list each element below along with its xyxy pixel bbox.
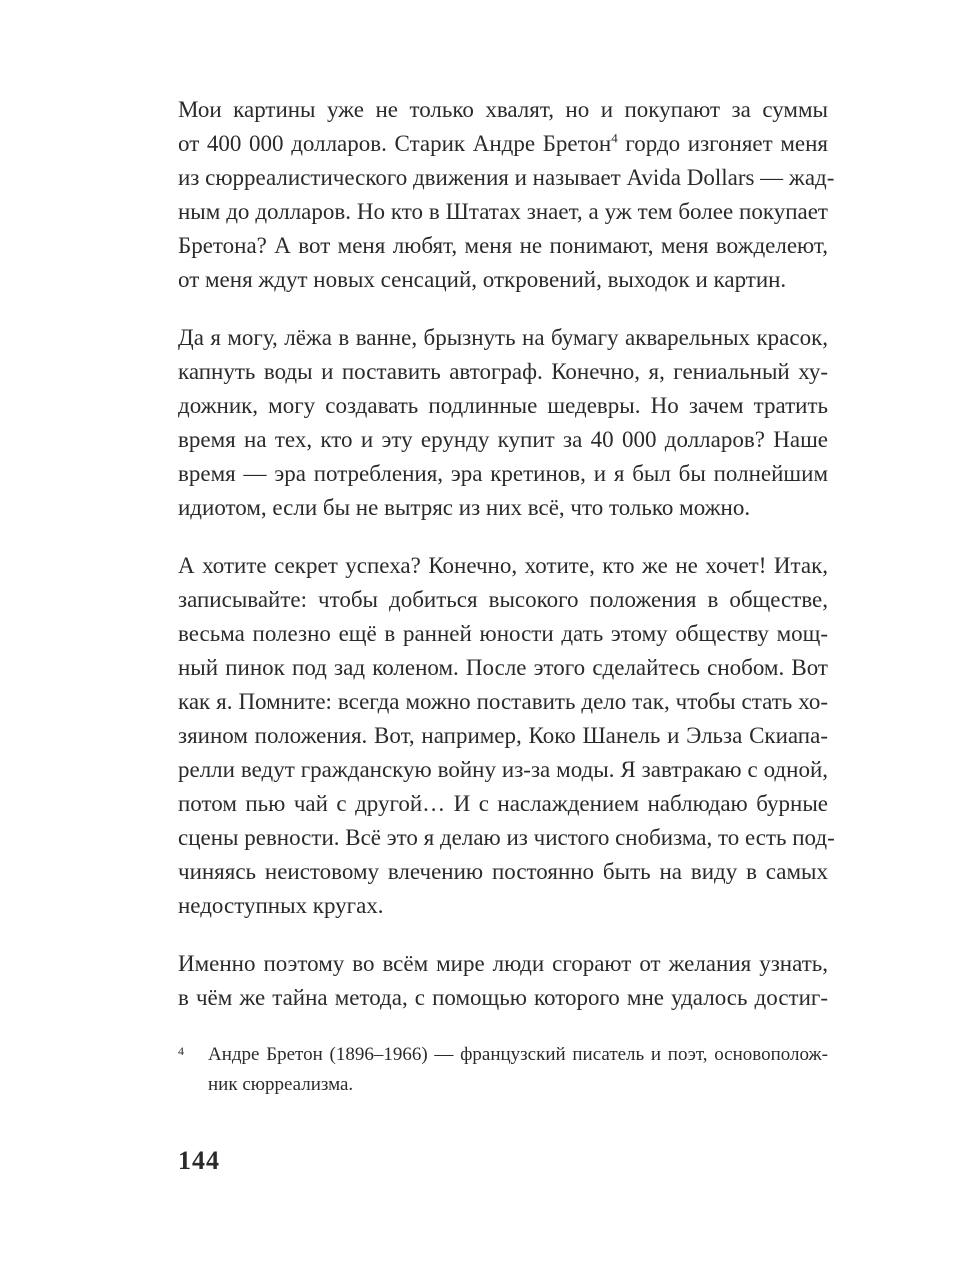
footnote-reference[interactable]: 4 [611, 130, 618, 146]
paragraph-3 [178, 549, 835, 923]
paragraph-4 [178, 947, 828, 1015]
text-line: капнуть воды и поставить автограф. Конечно, я, гениальный ху- [178, 359, 828, 384]
text-line: записывайте: чтобы добиться высокого положения в обществе, [178, 587, 828, 612]
text-line-with-footnote [178, 127, 828, 161]
text-line: ным до долларов. Но кто в Штатах знает, а уж тем более покупает [178, 199, 828, 224]
footnote-line: ник сюрреализма. [208, 1074, 354, 1095]
text-line: дожник, могу создавать подлинные шедевры. Но зачем тратить [178, 393, 828, 418]
text-line: идиотом, если бы не вытряс из них всё, что только можно. [178, 495, 751, 520]
text-line: весьма полезно ещё в ранней юности дать этому обществу мощ- [178, 621, 828, 646]
text-line: Мои картины уже не только хвалят, но и покупают за суммы [178, 97, 828, 122]
paragraph-1 [178, 93, 835, 297]
footnote [178, 1040, 828, 1100]
text-line: зяином положения. Вот, например, Коко Шанель и Эльза Скиапа- [178, 723, 828, 748]
paragraph-2 [178, 321, 828, 525]
text-segment: гордо изгоняет меня [617, 131, 828, 156]
text-line: из сюрреалистического движения и называет Avida Dollars — жад- [178, 165, 835, 190]
text-line: Да я могу, лёжа в ванне, брызнуть на бумагу акварельных красок, [178, 325, 828, 350]
text-line: время — эра потребления, эра кретинов, и я был бы полнейшим [178, 461, 828, 486]
text-line: в чём же тайна метода, с помощью которого мне удалось достиг- [178, 985, 828, 1010]
text-line: ный пинок под зад коленом. После этого сделайтесь снобом. Вот [178, 655, 828, 680]
main-text [178, 93, 835, 1039]
text-line: как я. Помните: всегда можно поставить дело так, чтобы стать хо- [178, 689, 828, 714]
text-segment: от 400 000 долларов. Старик Андре Бретон [178, 131, 612, 156]
text-line: потом пью чай с другой… И с наслаждением наблюдаю бурные [178, 791, 828, 816]
text-line: релли ведут гражданскую войну из-за моды. Я завтракаю с одной, [178, 757, 828, 782]
page-number: 144 [178, 1146, 220, 1175]
text-line: от меня ждут новых сенсаций, откровений, выходок и картин. [178, 267, 787, 292]
text-line: чиняясь неистовому влечению постоянно быть на виду в самых [178, 859, 828, 884]
text-line: Бретона? А вот меня любят, меня не понимают, меня вожделеют, [178, 233, 828, 258]
footnote-marker: 4 [178, 1044, 184, 1058]
text-line: время на тех, кто и эту ерунду купит за 40 000 долларов? Наше [178, 427, 828, 452]
text-line: недоступных кругах. [178, 893, 384, 918]
text-line: сцены ревности. Всё это я делаю из чистого снобизма, то есть под- [178, 825, 835, 850]
text-line: Именно поэтому во всём мире люди сгорают от желания узнать, [178, 951, 828, 976]
footnote-body [208, 1040, 828, 1100]
footnote-line: Андре Бретон (1896–1966) — французский писатель и поэт, основополож- [208, 1044, 828, 1065]
text-line: А хотите секрет успеха? Конечно, хотите, кто же не хочет! Итак, [178, 553, 828, 578]
